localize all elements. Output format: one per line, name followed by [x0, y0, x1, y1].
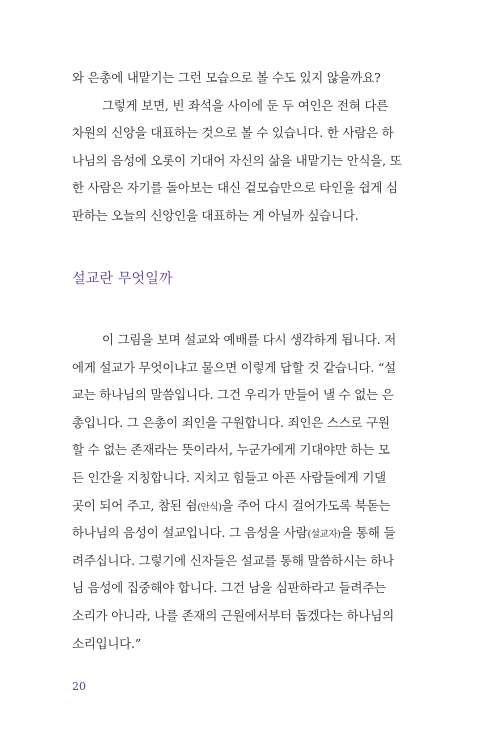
annotation-preacher: (설교자) — [307, 529, 341, 541]
paragraph-line: 총입니다. 그 은총이 죄인을 구원합니다. 죄인은 스스로 구원 — [72, 414, 390, 430]
paragraph-line — [72, 519, 402, 547]
paragraph-line: 이 그림을 보며 설교와 예배를 다시 생각하게 됩니다. 저 — [102, 332, 397, 347]
paragraph-1 — [72, 64, 402, 230]
text-segment: 을 주어 다시 걸어가도록 북돋는 — [221, 497, 391, 513]
paragraph-line: 든 인간을 지칭합니다. 지치고 힘들고 아픈 사람들에게 기댈 — [72, 469, 386, 485]
page-number: 20 — [72, 680, 86, 693]
annotation-anshik: (안식) — [197, 501, 222, 513]
paragraph-line: 에게 설교가 무엇이냐고 물으면 이렇게 답할 것 같습니다. “설 — [72, 359, 396, 375]
paragraph-line: 소리입니다.” — [72, 635, 142, 651]
paragraph-line: 차원의 신앙을 대표하는 것으로 볼 수 있습니다. 한 사람은 하 — [72, 125, 394, 141]
paragraph-line: 와 은총에 내맡기는 그런 모습으로 볼 수도 있지 않을까요? — [72, 70, 381, 85]
paragraph-line: 교는 하나님의 말씀입니다. 그건 우리가 만들어 낼 수 없는 은 — [72, 387, 394, 403]
paragraph-line: 소리가 아니라, 나를 존재의 근원에서부터 돕겠다는 하나님의 — [72, 607, 395, 623]
section-heading: 설교란 무엇일까 — [72, 271, 173, 287]
paragraph-line: 한 사람은 자기를 돌아보는 대신 겉모습만으로 타인을 쉽게 심 — [72, 180, 398, 196]
paragraph-line — [72, 492, 402, 520]
paragraph-line: 그렇게 보면, 빈 좌석을 사이에 둔 두 여인은 전혀 다른 — [102, 97, 389, 113]
paragraph-line: 판하는 오늘의 신앙인을 대표하는 게 아닐까 싶습니다. — [72, 207, 359, 223]
text-segment: 하나님의 음성이 설교입니다. 그 음성을 사람 — [72, 525, 308, 541]
text-segment: 을 통해 들 — [340, 525, 396, 541]
paragraph-line: 할 수 없는 존재라는 뜻이라서, 누군가에게 기대야만 하는 모 — [72, 442, 390, 458]
paragraph-2 — [72, 326, 402, 657]
paragraph-line: 나님의 음성에 오롯이 기대어 자신의 삶을 내맡기는 안식을, 또 — [72, 152, 402, 168]
text-segment: 곳이 되어 주고, 참된 쉼 — [72, 497, 198, 513]
paragraph-line: 님 음성에 집중해야 합니다. 그건 남을 심판하라고 들려주는 — [72, 580, 386, 596]
paragraph-line: 려주십니다. 그렇기에 신자들은 설교를 통해 말씀하시는 하나 — [72, 552, 395, 568]
